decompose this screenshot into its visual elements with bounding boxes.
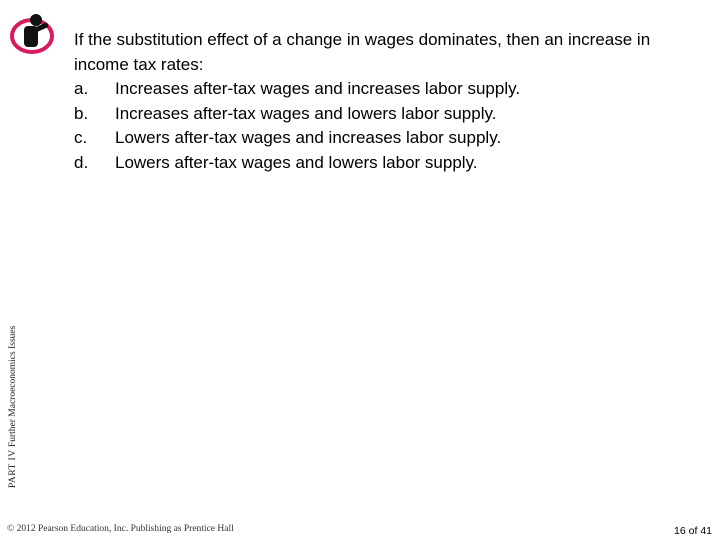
slide-page-counter: 16 of 41 bbox=[674, 525, 712, 537]
part-title: Further Macroeconomics Issues bbox=[8, 325, 18, 448]
option-text: Lowers after-tax wages and lowers labor supply. bbox=[115, 152, 478, 172]
part-sidebar-label bbox=[8, 326, 18, 488]
answer-option-c bbox=[74, 126, 694, 151]
option-text: Increases after-tax wages and lowers labor supply. bbox=[115, 103, 497, 123]
option-text: Lowers after-tax wages and increases labor supply. bbox=[115, 128, 502, 147]
option-text: Increases after-tax wages and increases labor supply. bbox=[115, 79, 521, 98]
answer-option-a bbox=[74, 77, 694, 102]
answer-option-b bbox=[74, 102, 694, 127]
option-letter: b. bbox=[74, 103, 89, 123]
answer-option-d bbox=[74, 151, 694, 176]
answer-options bbox=[74, 77, 694, 175]
option-letter: a. bbox=[74, 79, 89, 98]
info-person-icon bbox=[8, 12, 60, 56]
option-letter: c. bbox=[74, 128, 88, 147]
question-block bbox=[74, 28, 694, 175]
question-text: If the substitution effect of a change in wages dominates, then an increase in income tax rates: bbox=[74, 30, 651, 74]
copyright-notice: © 2012 Pearson Education, Inc. Publishing as Prentice Hall bbox=[7, 524, 234, 534]
part-number: PART IV bbox=[8, 449, 18, 488]
option-letter: d. bbox=[74, 152, 89, 172]
